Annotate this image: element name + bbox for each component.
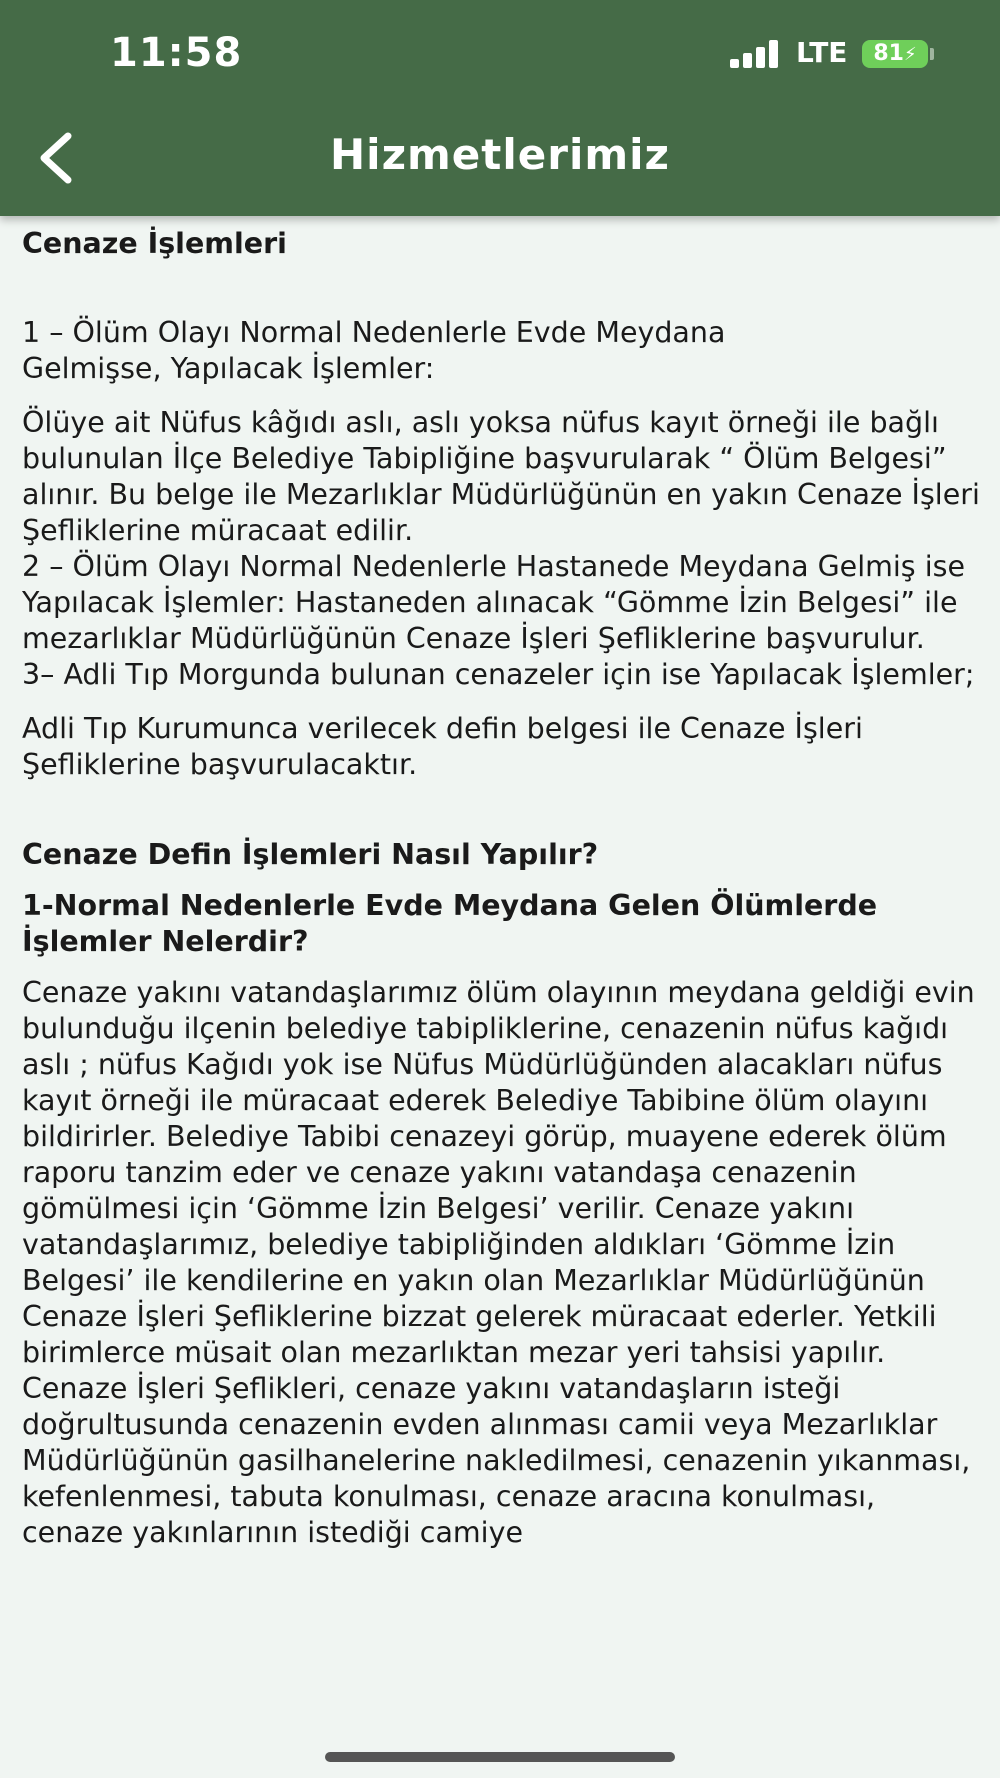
paragraph-forensic-body: Adli Tıp Kurumunca verilecek defin belgesi ile Cenaze İşleri Şefliklerine başvurulacaktır. — [22, 712, 863, 781]
cellular-signal-icon — [730, 40, 782, 68]
page-title: Hizmetlerimiz — [330, 130, 670, 179]
battery-icon — [862, 40, 928, 68]
charging-bolt-icon: ⚡ — [903, 44, 917, 65]
battery-cap — [930, 48, 934, 60]
battery-level: 81 — [873, 41, 904, 66]
section-heading-funeral-procedures: Cenaze İşlemleri — [22, 227, 287, 260]
section-heading-burial-procedures: Cenaze Defin İşlemleri Nasıl Yapılır? — [22, 838, 599, 871]
paragraph-forensic-morgue: 3– Adli Tıp Morgunda bulunan cenazeler için ise Yapılacak İşlemler; — [22, 658, 975, 691]
network-type: LTE — [796, 36, 848, 69]
app-header — [0, 0, 1000, 216]
paragraph-home-death-title-line1: 1 – Ölüm Olayı Normal Nedenlerle Evde Meydana — [22, 316, 726, 349]
paragraph-home-death-title-line2: Gelmişse, Yapılacak İşlemler: — [22, 352, 435, 385]
paragraph-home-death-body: Ölüye ait Nüfus kâğıdı aslı, aslı yoksa nüfus kayıt örneği ile bağlı bulunulan İlçe Belediye Tabipliğine başvurularak “ Ölüm Belgesi” alınır. Bu belge ile Mezarlıklar Müdürlüğünün en yakın Cenaze İşleri Şefliklerine müracaat edilir. — [22, 406, 980, 547]
subheading-home-deaths: 1-Normal Nedenlerle Evde Meydana Gelen Ölümlerde İşlemler Nelerdir? — [22, 889, 878, 958]
home-indicator[interactable] — [325, 1752, 675, 1762]
paragraph-hospital-death: 2 – Ölüm Olayı Normal Nedenlerle Hastanede Meydana Gelmiş ise Yapılacak İşlemler: Hastaneden alınacak “Gömme İzin Belgesi” ile mezarlıklar Müdürlüğünün Cenaze İşleri Şefliklerine başvurulur. — [22, 550, 966, 655]
paragraph-burial-procedure-body: Cenaze yakını vatandaşlarımız ölüm olayının meydana geldiği evin bulunduğu ilçenin belediye tabipliklerine, cenazenin nüfus kağıdı aslı ; nüfus Kağıdı yok ise Nüfus Müdürlüğünden alacakları nüfus kayıt örneği ile müracaat ederek Belediye Tabibine ölüm olayını bildirirler. Belediye Tabibi cenazeyi görüp, muayene ederek ölüm raporu tanzim eder ve cenaze yakını vatandaşa cenazenin gömülmesi için ‘Gömme İzin Belgesi’ verilir. Cenaze yakını vatandaşlarımız, belediye tabipliğinden aldıkları ‘Gömme İzin Belgesi’ ile kendilerine en yakın olan Mezarlıklar Müdürlüğünün Cenaze İşleri Şefliklerine bizzat gelerek müracaat ederler. Yetkili birimlerce müsait olan mezarlıktan mezar yeri tahsisi yapılır. Cenaze İşleri Şeflikleri, cenaze yakını vatandaşların isteği doğrultusunda cenazenin evden alınması camii veya Mezarlıklar Müdürlüğünün gasilhanelerine nakledilmesi, cenazenin yıkanması, kefenlenmesi, tabuta konulması, cenaze aracına konulması, cenaze yakınlarının istediği camiye — [22, 976, 975, 1549]
article-content — [22, 226, 982, 1551]
status-time: 11:58 — [110, 30, 243, 76]
